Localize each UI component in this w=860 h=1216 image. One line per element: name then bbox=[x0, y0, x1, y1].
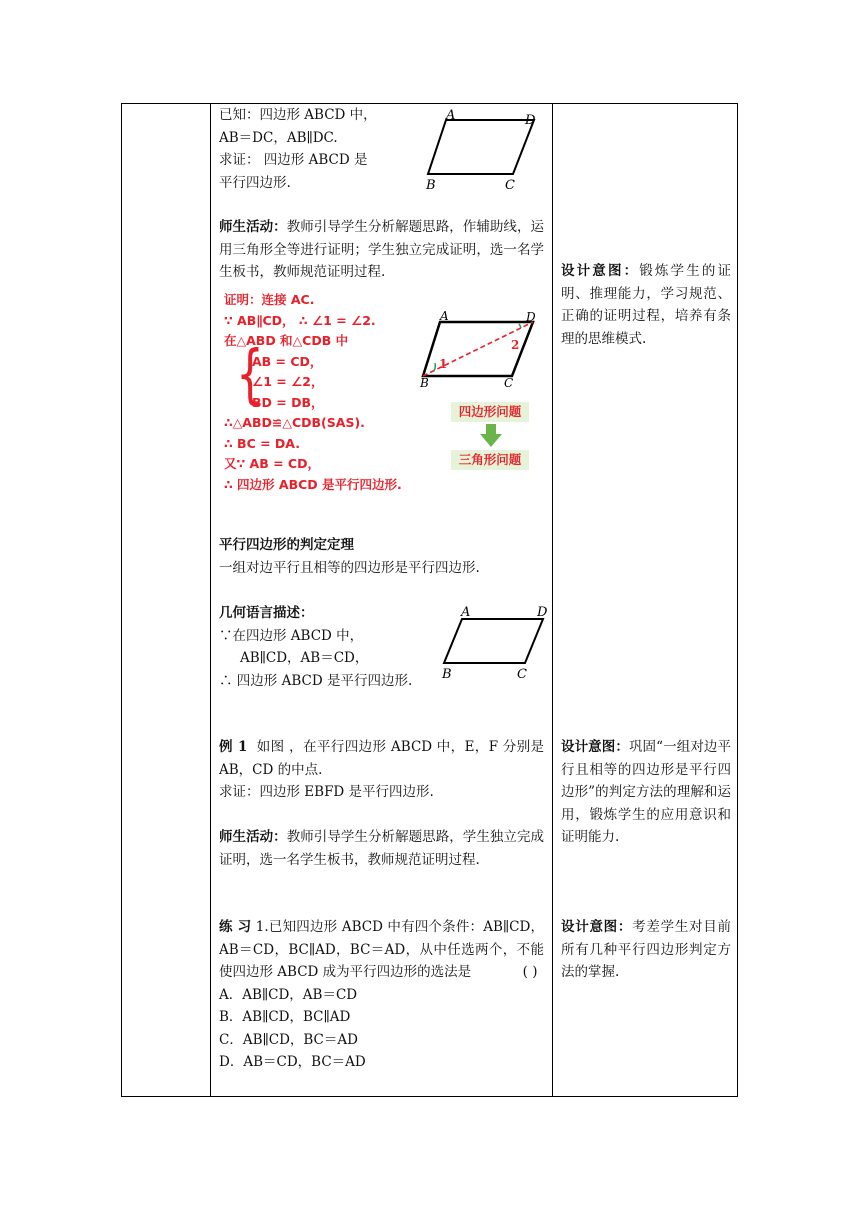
box-triangle-problem: 三角形问题 bbox=[451, 450, 529, 470]
proof-line-4: AB = CD， bbox=[252, 353, 323, 369]
box-quadrilateral-problem: 四边形问题 bbox=[451, 402, 529, 422]
proof-line-8: ∴ BC = DA. bbox=[224, 435, 300, 451]
theorem-block bbox=[219, 534, 544, 579]
intent-1-text: 锻炼学生的证明、推理能力，学习规范、正确的证明过程，培养有条理的思维模式. bbox=[561, 263, 731, 347]
intent-1-label: 设计意图： bbox=[561, 263, 640, 279]
option-a: A．AB∥CD，AB＝CD bbox=[219, 986, 358, 1003]
exercise-paren: ( ) bbox=[522, 964, 538, 980]
given-line-1: 已知：四边形 ABCD 中， bbox=[219, 107, 377, 123]
activity-2-label: 师生活动： bbox=[219, 829, 287, 845]
proof-line-3: 在△ABD 和△CDB 中 bbox=[224, 333, 349, 348]
proof-line-5: ∠1 = ∠2， bbox=[252, 374, 324, 389]
intent-3 bbox=[561, 916, 731, 984]
option-d: D．AB＝CD，BC＝AD bbox=[219, 1054, 366, 1070]
label-a: A bbox=[446, 108, 456, 123]
geo-line-1: ∵在四边形 ABCD 中， bbox=[219, 627, 364, 644]
geo-line-2: AB∥CD，AB＝CD， bbox=[240, 650, 369, 666]
activity-1 bbox=[219, 216, 544, 284]
label-b: B bbox=[426, 178, 436, 193]
given-line-3: 求证： 四边形 ABCD 是 bbox=[219, 152, 368, 168]
proof-line-9: 又∵ AB = CD， bbox=[224, 456, 320, 471]
proof-line-7: ∴△ABD≌△CDB(SAS). bbox=[224, 415, 365, 430]
intent-2-text: 巩固“一组对边平行且相等的四边形是平行四边形”的判定方法的理解和运用，锻炼学生的应用意识和证明能力. bbox=[561, 739, 732, 845]
theorem-title: 平行四边形的判定定理 bbox=[219, 537, 354, 553]
intent-3-text: 考差学生对目前所有几种平行四边形判定方法的掌握. bbox=[561, 919, 732, 980]
proof-line-6: BD = DB， bbox=[252, 394, 324, 410]
label-a-3: A bbox=[461, 605, 471, 620]
example-prove: 求证：四边形 EBFD 是平行四边形. bbox=[219, 784, 434, 800]
label-c: C bbox=[505, 178, 515, 193]
angle-2-label: 2 bbox=[511, 338, 520, 352]
parallelogram-figure-1 bbox=[422, 108, 552, 198]
geo-line-3: ∴ 四边形 ABCD 是平行四边形. bbox=[219, 672, 413, 689]
label-d-2: D bbox=[526, 310, 536, 324]
example-1 bbox=[219, 736, 544, 804]
label-d: D bbox=[525, 113, 536, 128]
option-b: B．AB∥CD，BC∥AD bbox=[219, 1009, 351, 1025]
given-line-4: 平行四边形. bbox=[219, 174, 291, 191]
intent-2 bbox=[561, 736, 731, 849]
proof-brace: { bbox=[236, 338, 264, 413]
geo-block bbox=[219, 602, 459, 692]
proof-line-10: ∴ 四边形 ABCD 是平行四边形. bbox=[224, 476, 402, 492]
label-b-2: B bbox=[420, 376, 429, 390]
label-c-3: C bbox=[517, 667, 527, 682]
activity-1-label: 师生活动： bbox=[219, 219, 287, 235]
exercise-block bbox=[219, 916, 544, 1074]
intent-3-label: 设计意图： bbox=[561, 919, 633, 935]
parallelogram-figure-3 bbox=[438, 600, 553, 682]
example-label: 例 1 bbox=[219, 739, 248, 755]
intent-1 bbox=[561, 260, 731, 350]
label-c-2: C bbox=[504, 376, 514, 390]
proof-line-1: 证明：连接 AC. bbox=[224, 292, 315, 307]
activity-2-text: 教师引导学生分析解题思路，学生独立完成证明，选一名学生板书，教师规范证明过程. bbox=[219, 829, 545, 868]
label-b-3: B bbox=[442, 667, 452, 682]
down-arrow-icon bbox=[480, 424, 502, 448]
intent-2-label: 设计意图： bbox=[561, 739, 629, 755]
parallelogram-figure-2 bbox=[418, 310, 548, 390]
given-line-2: AB＝DC，AB∥DC. bbox=[219, 129, 338, 146]
activity-1-text: 教师引导学生分析解题思路，作辅助线，运用三角形全等进行证明；学生独立完成证明，选一名学生板书，教师规范证明过程. bbox=[219, 219, 545, 280]
angle-1-label: 1 bbox=[439, 357, 448, 371]
geo-title: 几何语言描述： bbox=[219, 605, 314, 621]
given-block bbox=[219, 104, 419, 194]
example-text: 如图 ，在平行四边形 ABCD 中，E，F 分别是 AB，CD 的中点. bbox=[219, 739, 544, 778]
exercise-text: 1.已知四边形 ABCD 中有四个条件：AB∥CD，AB＝CD，BC∥AD，BC＝AD，从中任选两个，不能使四边形 ABCD 成为平行四边形的选法是 bbox=[219, 919, 545, 980]
option-c: C．AB∥CD，BC＝AD bbox=[219, 1031, 358, 1048]
exercise-label: 练 习 bbox=[219, 919, 252, 935]
theorem-text: 一组对边平行且相等的四边形是平行四边形. bbox=[219, 559, 480, 576]
proof-line-2: ∵ AB∥CD， ∴ ∠1 = ∠2. bbox=[224, 312, 376, 328]
label-a-2: A bbox=[440, 310, 449, 323]
label-d-3: D bbox=[537, 605, 548, 620]
column-divider-left bbox=[210, 104, 211, 1096]
activity-2 bbox=[219, 826, 544, 871]
